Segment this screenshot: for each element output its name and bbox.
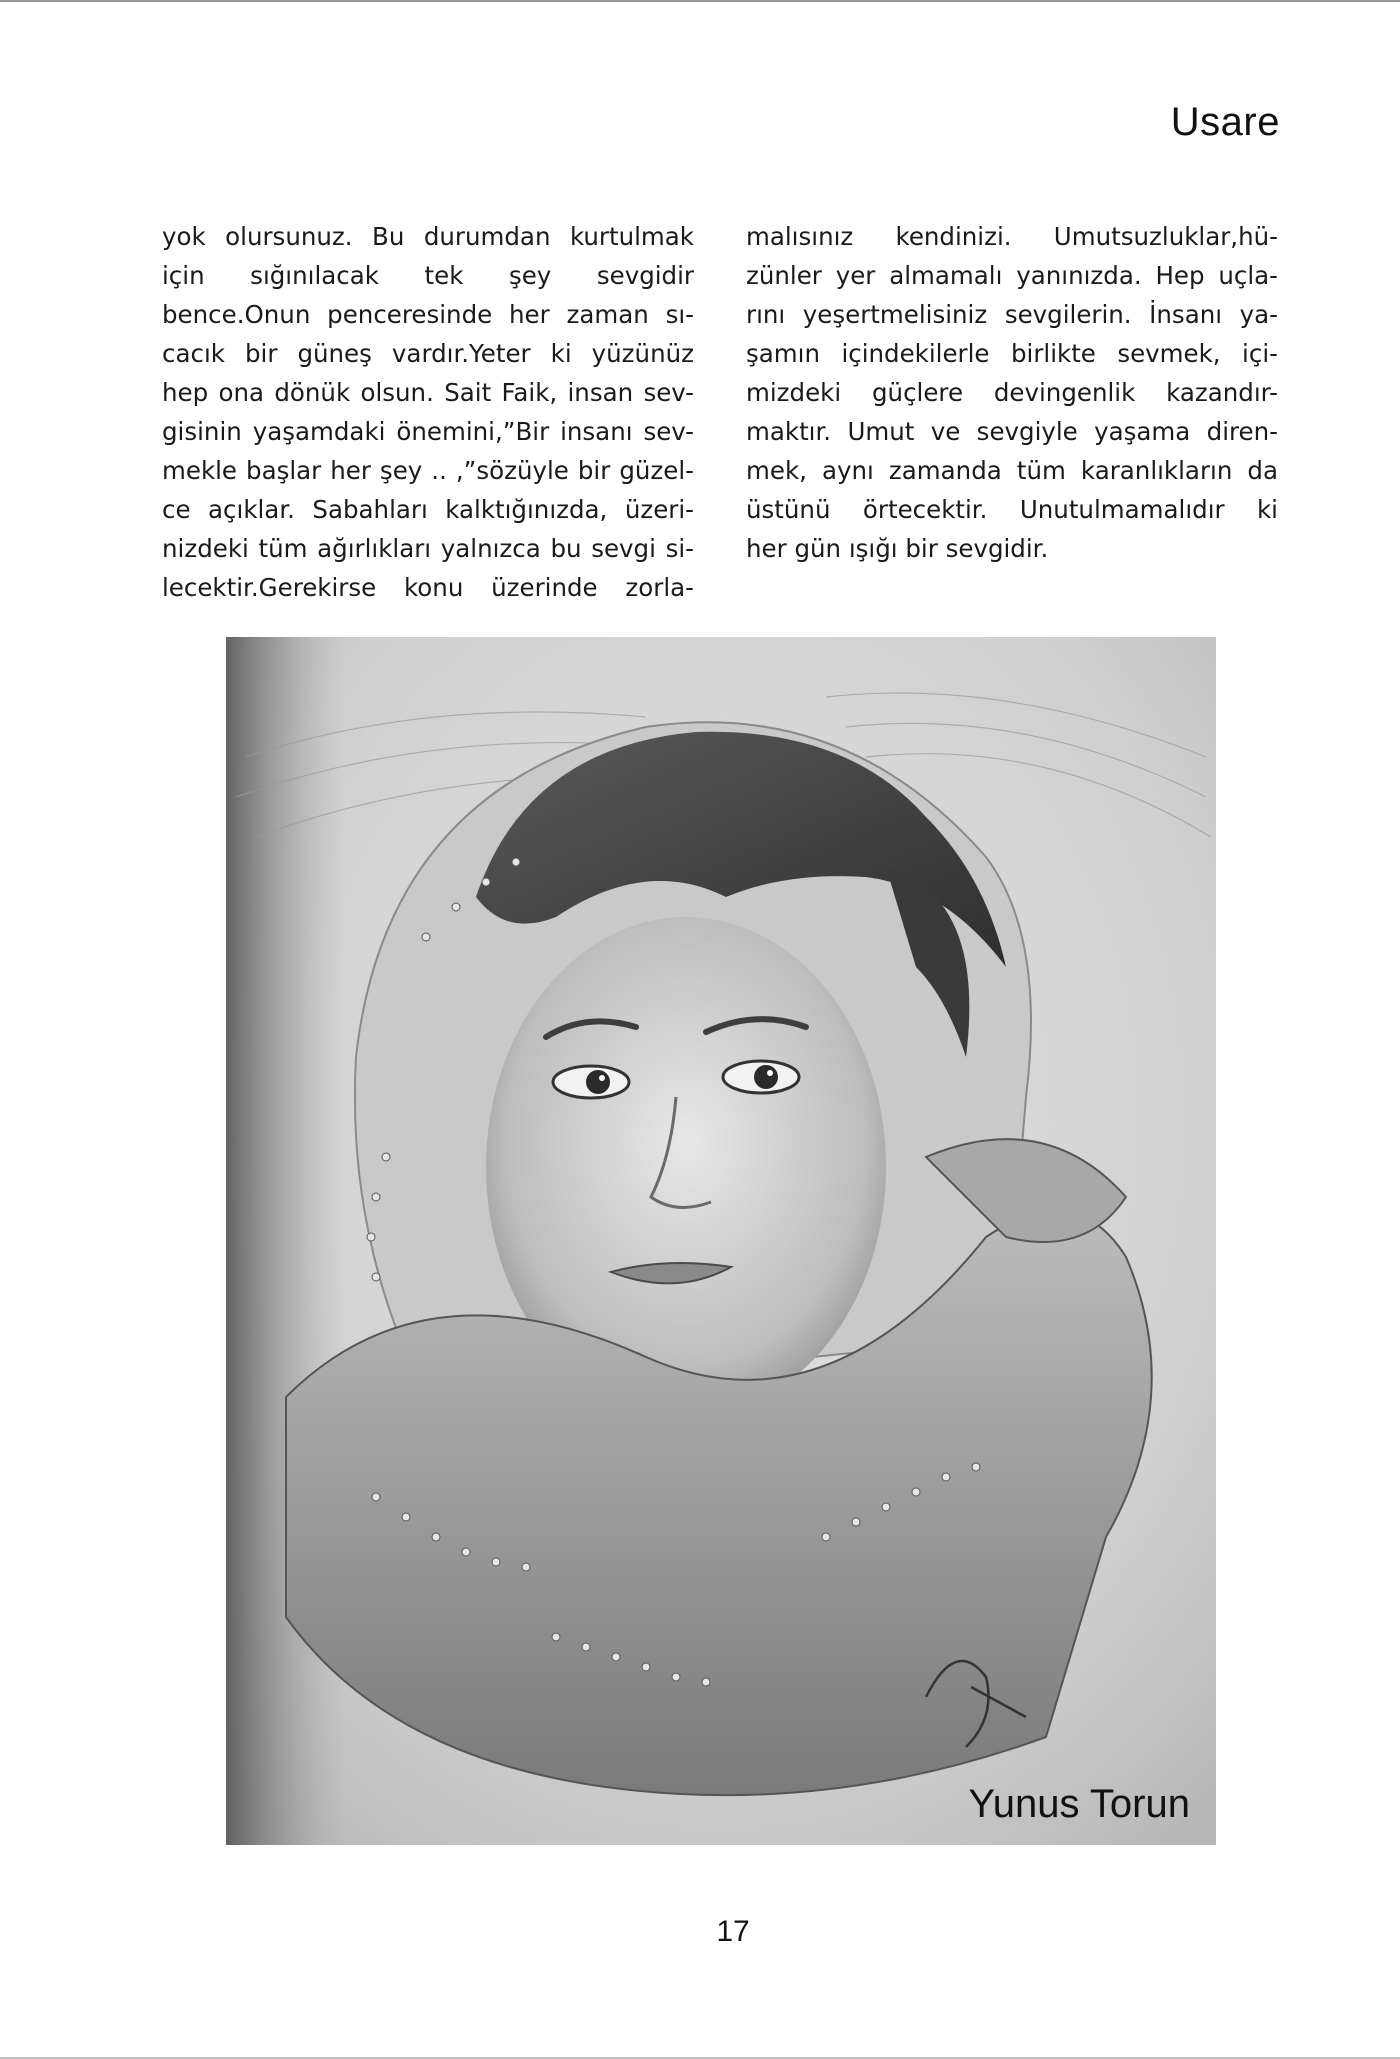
- text-line: bence.Onun penceresinde her zaman sı-: [162, 300, 694, 329]
- text-line: nizdeki tüm ağırlıkları yalnızca bu sevgi si-: [162, 534, 694, 563]
- pencil-portrait-drawing: [226, 637, 1216, 1845]
- text-line: maktır. Umut ve sevgiyle yaşama diren-: [746, 417, 1278, 446]
- text-column-left: [162, 217, 694, 607]
- text-line: için sığınılacak tek şey sevgidir: [162, 261, 694, 290]
- right-eye: [723, 1061, 799, 1093]
- left-eye: [553, 1066, 629, 1098]
- text-line: üstünü örtecektir. Unutulmamalıdır ki: [746, 495, 1278, 524]
- portrait-illustration: [226, 637, 1216, 1845]
- text-line: mizdeki güçlere devingenlik kazandır-: [746, 378, 1278, 407]
- text-line: lecektir.Gerekirse konu üzerinde zorla-: [162, 573, 694, 602]
- text-line: zünler yer almamalı yanınızda. Hep uçla-: [746, 261, 1278, 290]
- page-number: 17: [716, 1915, 750, 1948]
- text-line: her gün ışığı bir sevgidir.: [746, 534, 1049, 563]
- text-line: rını yeşertmelisiniz sevgilerin. İnsanı ya-: [746, 300, 1278, 329]
- top-border-rule: [0, 0, 1400, 2]
- magazine-title: Usare: [1170, 100, 1280, 144]
- text-line: malısınız kendinizi. Umutsuzluklar,hü-: [746, 222, 1278, 251]
- text-line: cacık bir güneş vardır.Yeter ki yüzünüz: [162, 339, 694, 368]
- text-line: hep ona dönük olsun. Sait Faik, insan sev-: [162, 378, 694, 407]
- text-line: mek, aynı zamanda tüm karanlıkların da: [746, 456, 1278, 485]
- artist-credit: Yunus Torun: [968, 1782, 1190, 1826]
- text-line: gisinin yaşamdaki önemini,”Bir insanı sev-: [162, 417, 694, 446]
- text-line: yok olursunuz. Bu durumdan kurtulmak: [162, 222, 694, 251]
- text-line: ce açıklar. Sabahları kalktığınızda, üzeri-: [162, 495, 694, 524]
- text-column-right: [746, 217, 1278, 568]
- text-line: şamın içindekilerle birlikte sevmek, içi-: [746, 339, 1278, 368]
- text-line: mekle başlar her şey .. ,”sözüyle bir güzel-: [162, 456, 694, 485]
